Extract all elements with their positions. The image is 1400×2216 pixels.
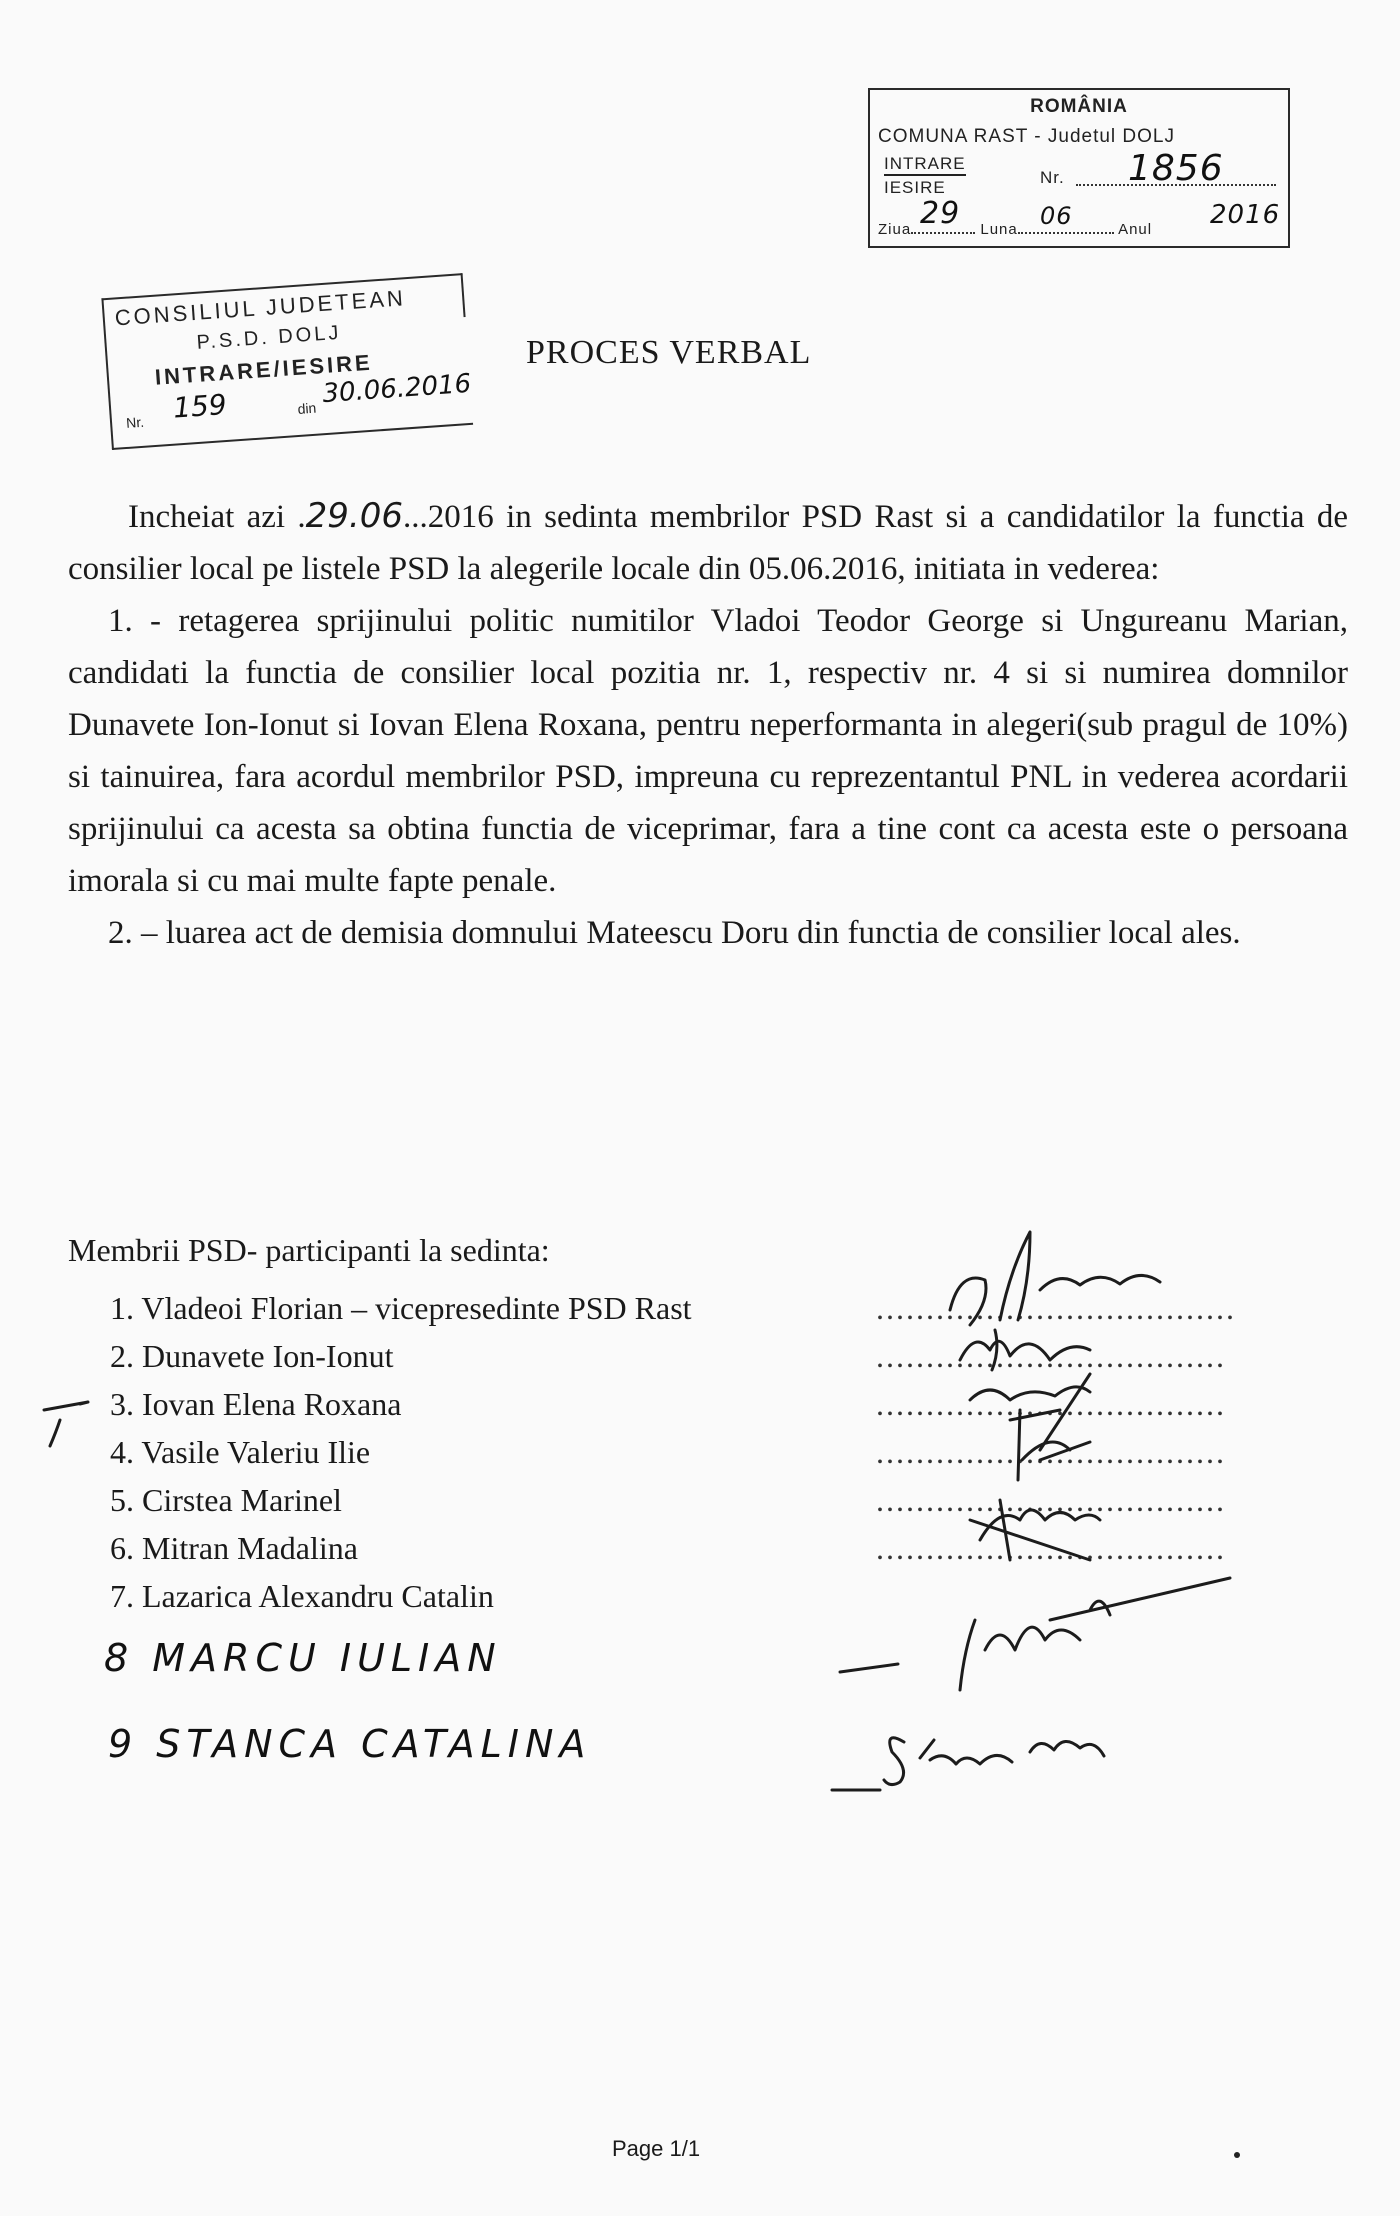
handwritten-member-9: 9 STANCA CATALINA <box>108 1722 592 1766</box>
signature-line: ................................... <box>876 1530 1226 1566</box>
stamp-ziua-label: Ziua <box>878 221 912 238</box>
member-name: 2. Dunavete Ion-Ionut <box>110 1338 394 1374</box>
stamp-intrare: INTRARE <box>884 154 966 176</box>
intro-post: ...2016 in sedinta membrilor PSD Rast si a candidatilor la functia de consilier local pe listele PSD la alegerile locale din 05.06.2016, initiata in vederea: <box>68 499 1348 587</box>
signature-line: ................................... <box>876 1338 1226 1374</box>
stamp-nr-value: 1856 <box>1128 148 1224 189</box>
stamp-luna-label: Luna <box>980 221 1018 238</box>
stamp-psd-nr-value: 159 <box>172 387 228 425</box>
signature-8-dash <box>840 1664 898 1672</box>
stamp-nr-label: Nr. <box>1040 168 1065 187</box>
stamp-commune: COMUNA RAST - Judetul DOLJ <box>878 126 1176 147</box>
member-name: 5. Cirstea Marinel <box>110 1482 342 1518</box>
stray-dot <box>1234 2152 1240 2158</box>
stamp-psd-line1: CONSILIUL JUDETEAN <box>113 285 407 331</box>
signature-5 <box>970 1500 1100 1560</box>
signature-line: ................................... <box>876 1434 1226 1470</box>
signature-4 <box>1018 1410 1090 1480</box>
member-name: 6. Mitran Madalina <box>110 1530 358 1566</box>
stamp-anul-value: 2016 <box>1210 200 1281 230</box>
stamp-psd-din-label: din <box>297 399 317 417</box>
stamp-country: ROMÂNIA <box>1030 96 1128 117</box>
members-title: Membrii PSD- participanti la sedinta: <box>68 1232 550 1268</box>
stamp-luna-value: 06 <box>1040 202 1073 230</box>
stamp-anul-label: Anul <box>1118 221 1153 238</box>
signature-line: .................................... <box>876 1290 1236 1326</box>
signature-line: ................................... <box>876 1482 1226 1518</box>
stamp-psd-line3: INTRARE/IESIRE <box>154 349 374 390</box>
intro-handwritten-date: 29.06 <box>305 496 404 536</box>
agenda-item-1-number: 1. <box>108 603 133 639</box>
signature-3 <box>970 1374 1090 1450</box>
intro-pre: Incheiat azi . <box>128 499 306 535</box>
stamp-psd-line2: P.S.D. DOLJ <box>195 321 343 354</box>
member-name: 3. Iovan Elena Roxana <box>110 1386 402 1422</box>
margin-mark <box>44 1402 88 1446</box>
document-title: PROCES VERBAL <box>526 334 812 371</box>
member-name: 4. Vasile Valeriu Ilie <box>110 1434 371 1470</box>
member-name: 7. Lazarica Alexandru Catalin <box>110 1578 494 1614</box>
signature-1 <box>950 1232 1160 1325</box>
agenda-item-1-text: - retagerea sprijinului politic numitilor Vladoi Teodor George si Ungureanu Marian, candidati la functia de consilier local pozitia nr. 1, respectiv nr. 4 si si numirea domnilor Dunavete Ion-Ionut si Iovan Elena Roxana, pentru neperformanta in alegeri(sub pragul de 10%) si tainuirea, fara acordul membrilor PSD, impreuna cu reprezentantul PNL in vederea acordarii sprijinului ca acesta sa obtina functia de viceprimar, fara a tine cont ca acesta este o persoana imorala si cu mai multe fapte penale. <box>68 603 1348 899</box>
agenda-item-2-number: 2. <box>108 915 133 951</box>
handwritten-member-8: 8 MARCU IULIAN <box>104 1636 502 1680</box>
stamp-psd-nr-label: Nr. <box>125 413 145 431</box>
page-footer: Page 1/1 <box>612 2136 701 2161</box>
signature-9 <box>884 1738 1104 1785</box>
signature-2 <box>960 1330 1090 1370</box>
signature-7 <box>960 1578 1230 1690</box>
member-name: 1. Vladeoi Florian – vicepresedinte PSD Rast <box>110 1290 692 1326</box>
stamp-psd-date-value: 30.06.2016 <box>321 368 473 410</box>
stamp-iesire: IESIRE <box>884 178 946 197</box>
signature-line: ................................... <box>876 1386 1226 1422</box>
agenda-item-2-text: – luarea act de demisia domnului Mateescu Doru din functia de consilier local ales. <box>141 915 1241 951</box>
stamp-ziua-value: 29 <box>920 196 961 231</box>
